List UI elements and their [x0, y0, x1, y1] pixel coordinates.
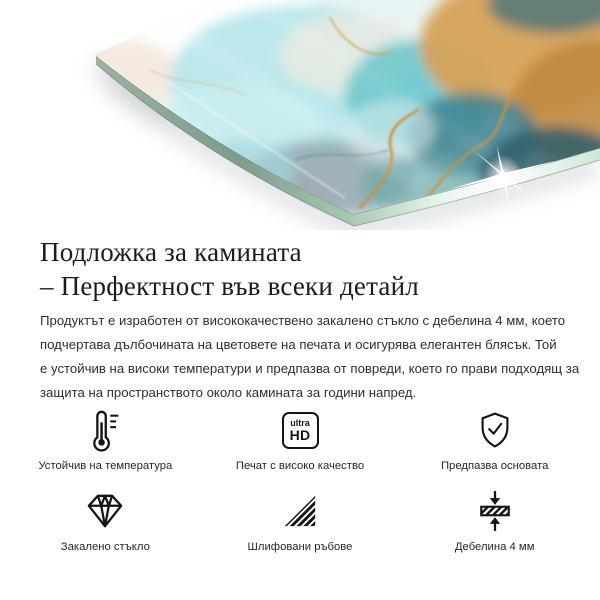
product-section — [0, 235, 600, 553]
feature-temperature-resistant — [8, 407, 203, 472]
ultra-hd-text-top: ultra — [290, 418, 310, 428]
feature-label: Дебелина 4 мм — [454, 541, 535, 553]
description-line: е устойчив на високи температури и предпазва от повреди, което го прави подходящ за — [40, 361, 580, 376]
feature-protects-base — [397, 407, 592, 472]
description-line: Продуктът е изработен от висококачествено закалено стъкло с дебелина 4 мм, което — [40, 313, 566, 328]
glass-panel-render — [0, 0, 600, 230]
feature-label: Устойчив на температура — [38, 460, 173, 472]
diamond-icon — [85, 492, 125, 530]
feature-label: Печат с високо качество — [235, 460, 365, 472]
description-line: защита на пространството около камината за години напред. — [40, 385, 417, 400]
title-line-2: – Перфектност във всеки детайл — [40, 271, 419, 301]
feature-thickness-4mm — [397, 488, 592, 553]
description-line: подчертава дълбочината на цветовете на печата и осигурява елегантен блясък. Той — [40, 337, 557, 352]
features-row-1 — [8, 407, 592, 472]
polished-edges-icon — [282, 494, 318, 528]
ultra-hd-text-bottom: HD — [289, 427, 311, 443]
hero-image — [0, 0, 600, 230]
thickness-icon — [476, 490, 514, 532]
feature-tempered-glass — [8, 488, 203, 553]
feature-label: Предпазва основата — [440, 460, 549, 472]
features-row-2 — [8, 488, 592, 553]
feature-label: Шлифовани ръбове — [247, 541, 353, 553]
features-grid — [8, 407, 592, 553]
ultra-hd-icon — [282, 412, 319, 449]
feature-polished-edges — [203, 488, 398, 553]
page-title — [40, 235, 560, 303]
shield-check-icon — [477, 411, 513, 450]
feature-high-quality-print — [203, 407, 398, 472]
feature-label: Закалено стъкло — [60, 541, 150, 553]
thermometer-icon — [88, 408, 122, 452]
product-description — [40, 309, 580, 405]
title-line-1: Подложка за камината — [40, 237, 302, 267]
